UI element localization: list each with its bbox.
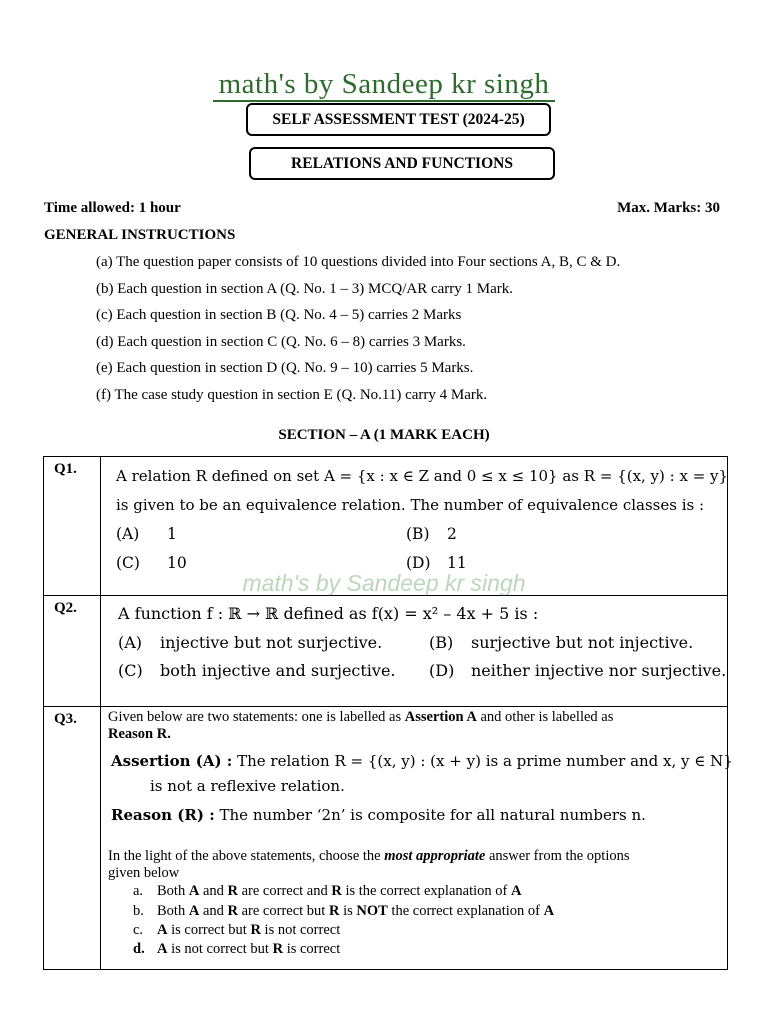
- choice-text: is not correct: [260, 922, 341, 938]
- choice-bold: A: [157, 941, 168, 957]
- choice-bold: R: [250, 922, 261, 938]
- q3-light-b: most appropriate: [384, 848, 486, 864]
- choice-bold: R: [227, 903, 238, 919]
- q1-line2: is given to be an equivalence relation. The number of equivalence classes is :: [116, 496, 705, 514]
- test-title-box: SELF ASSESSMENT TEST (2024-25): [246, 103, 551, 136]
- choice-bold: A: [188, 883, 200, 899]
- q3-light-d: given below: [108, 865, 180, 881]
- choice-text: is correct but: [167, 922, 251, 938]
- q1-option-a-label: (A): [116, 525, 140, 543]
- question-number: Q1.: [44, 457, 101, 596]
- q3-choice-b: [133, 903, 554, 920]
- q2-option-b-label: (B): [429, 633, 454, 652]
- choice-bold: R: [227, 883, 238, 899]
- choice-bold: R: [331, 883, 342, 899]
- question-row-q3: [44, 707, 728, 970]
- q2-option-b-text: surjective but not injective.: [471, 633, 694, 652]
- question-number: Q3.: [44, 707, 101, 970]
- question-body-q2: [101, 596, 728, 707]
- assertion-text: The relation R = {(x, y) : (x + y) is a prime number and x, y ∈ N}: [232, 752, 733, 770]
- choice-bold: NOT: [356, 903, 388, 919]
- reason-text: The number ‘2n’ is composite for all natural numbers n.: [214, 806, 646, 824]
- question-body-q3: [101, 707, 733, 970]
- q1-option-c-text: 10: [167, 554, 187, 572]
- choice-bold: A: [543, 903, 555, 919]
- question-row-q1: [44, 457, 728, 596]
- q2-option-c-label: (C): [118, 661, 143, 680]
- choice-bold: A: [188, 903, 200, 919]
- question-body-q1: [101, 457, 728, 596]
- assertion-label: Assertion (A) :: [111, 752, 233, 770]
- choice-label: a.: [133, 883, 144, 899]
- q3-assertion-line2: is not a reflexive relation.: [150, 777, 345, 795]
- q2-option-d-label: (D): [429, 661, 455, 680]
- choice-text: are correct but: [237, 903, 329, 919]
- instruction-item: (a) The question paper consists of 10 questions divided into Four sections A, B, C & D.: [96, 254, 621, 270]
- q3-choice-a: [133, 883, 521, 900]
- q3-reason: [111, 806, 646, 824]
- q2-option-c-text: both injective and surjective.: [160, 661, 396, 680]
- questions-table: [43, 456, 733, 970]
- q3-light: [108, 848, 630, 865]
- choice-label: b.: [133, 903, 144, 919]
- choice-text: Both: [157, 883, 189, 899]
- q3-intro: [108, 709, 613, 726]
- choice-text: is the correct explanation of: [341, 883, 511, 899]
- choice-text: are correct and: [237, 883, 332, 899]
- q3-intro-d: Reason R.: [108, 726, 171, 742]
- instruction-item: (d) Each question in section C (Q. No. 6 – 8) carries 3 Marks.: [96, 334, 466, 350]
- choice-text: Both: [157, 903, 189, 919]
- max-marks: Max. Marks: 30: [617, 200, 720, 216]
- choice-label: d.: [133, 941, 145, 957]
- q3-intro-a: Given below are two statements: one is labelled as: [108, 709, 405, 725]
- q1-option-b-text: 2: [447, 525, 457, 543]
- choice-text: and: [199, 903, 228, 919]
- choice-text: is not correct but: [167, 941, 273, 957]
- q2-option-a-label: (A): [118, 633, 143, 652]
- instruction-item: (b) Each question in section A (Q. No. 1 – 3) MCQ/AR carry 1 Mark.: [96, 281, 514, 297]
- q1-option-b-label: (B): [406, 525, 430, 543]
- choice-bold: A: [510, 883, 522, 899]
- q2-line1: A function f : ℝ → ℝ defined as f(x) = x² – 4x + 5 is :: [118, 604, 539, 623]
- choice-bold: R: [272, 941, 284, 957]
- time-allowed: Time allowed: 1 hour: [44, 200, 181, 216]
- q3-intro-c: and other is labelled as: [476, 709, 614, 725]
- q1-line1: A relation R defined on set A = {x : x ∈ Z and 0 ≤ x ≤ 10} as R = {(x, y) : x = y}: [116, 467, 729, 485]
- section-heading: SECTION – A (1 MARK EACH): [278, 427, 490, 443]
- instruction-item: (f) The case study question in section E (Q. No.11) carry 4 Mark.: [96, 387, 488, 403]
- choice-bold: A: [157, 922, 168, 938]
- choice-text: is: [339, 903, 357, 919]
- reason-label: Reason (R) :: [111, 806, 215, 824]
- brand-title: [0, 68, 768, 101]
- q2-option-d-text: neither injective nor surjective.: [471, 661, 727, 680]
- q3-choice-d: [133, 941, 340, 958]
- choice-text: is correct: [283, 941, 341, 957]
- instruction-item: (c) Each question in section B (Q. No. 4 – 5) carries 2 Marks: [96, 307, 462, 323]
- q1-option-d-text: 11: [447, 554, 467, 572]
- q3-intro-b: Assertion A: [404, 709, 477, 725]
- choice-label: c.: [133, 922, 144, 938]
- instruction-item: (e) Each question in section D (Q. No. 9 – 10) carries 5 Marks.: [96, 360, 474, 376]
- topic-title-box: RELATIONS AND FUNCTIONS: [249, 147, 555, 180]
- brand-text: math's by Sandeep kr singh: [213, 68, 556, 102]
- question-number: Q2.: [44, 596, 101, 707]
- q2-option-a-text: injective but not surjective.: [160, 633, 383, 652]
- q3-light-a: In the light of the above statements, choose the: [108, 848, 385, 864]
- watermark: math's by Sandeep kr singh: [242, 570, 526, 596]
- q1-option-d-label: (D): [406, 554, 431, 572]
- q3-light-c: answer from the options: [485, 848, 630, 864]
- question-row-q2: [44, 596, 728, 707]
- q3-choice-c: [133, 922, 340, 939]
- general-instructions-heading: GENERAL INSTRUCTIONS: [44, 227, 236, 243]
- choice-text: and: [199, 883, 228, 899]
- choice-bold: R: [328, 903, 340, 919]
- q1-option-a-text: 1: [167, 525, 177, 543]
- q1-option-c-label: (C): [116, 554, 140, 572]
- q3-assertion: [111, 752, 733, 770]
- choice-text: the correct explanation of: [387, 903, 544, 919]
